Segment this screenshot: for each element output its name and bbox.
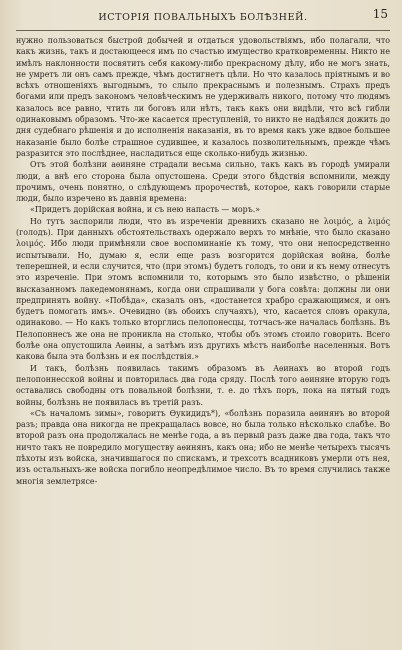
page-header <box>16 6 390 31</box>
body-text <box>16 35 390 487</box>
paragraph-3: Но тутъ заспорили люди, что въ изреченіи древнихъ сказано не λοιμός, а λιμός (голодъ). При данныхъ обстоятельствахъ одержало верхъ то мнѣніе, что было сказано λοιμός. Ибо люди примѣняли свое воспоминаніе къ тому, что они непосредственно испытывали. Но, думаю я, если еще разъ возгорится дорійская война, болѣе теперешней, и если случится, что (при этомъ) будетъ голодъ, то они и къ нему отнесутъ это изреченіе. При этомъ вспомнили то, которымъ это было извѣстно, о рѣшеніи высказанномъ лакедемонянамъ, когда они спрашивали у бога совѣта: должны ли они предпринять войну. «Побѣда», сказалъ онъ, «достанется храбро сражающимся, и онъ будетъ помогать имъ». Очевидно (въ обоихъ случаяхъ), что, касается словъ оракула, одинаково. — Но какъ только вторглись пелопонесцы, тотчасъ-же началась болѣзнь. Въ Пелопоннесъ же она не проникла на столько, чтобы объ этомъ стоило говорить. Всего болѣе она опустошила Аѳины, а затѣмъ изъ другихъ мѣстъ наиболѣе населенныя. Вотъ какова была эта болѣзнь и ея послѣдствія.» <box>16 216 390 362</box>
paragraph-2: Отъ этой болѣзни аѳиняне страдали весьма сильно, такъ какъ въ городѣ умирали люди, а внѣ его сторона была опустошена. Среди этого бѣдствія вспомнили, между прочимъ, очень понятно, о слѣдующемъ пророчествѣ, которое, какъ говорили старые люди, было изречено въ давнія времена: <box>16 160 390 204</box>
paragraph-5: «Съ началомъ зимы», говоритъ Ѳукидидъ*), «болѣзнь поразила аѳинянъ во второй разъ; правда она никогда не прекращалась вовсе, но была только нѣсколько слабѣе. Во второй разъ она продолжалась не менѣе года, а въ первый разъ даже два года, такъ что ничто такъ не повредило могуществу аѳинянъ, какъ она; ибо не менѣе четырехъ тысячъ пѣхоты изъ войска, значившагося по спискамъ, и трехсотъ всадниковъ умерли отъ нея, изъ остальныхъ-же войска погибло неопредѣлимое число. Въ то время случились также многія землетрясе- <box>16 408 390 486</box>
paragraph-1: нужно пользоваться быстрой добычей и отдаться удовольствіямъ, ибо полагали, что какъ жизнь, такъ и достающееся имъ по счастью имущество кратковременны. Никто не имѣлъ наклонности посвятить себя какому-либо прекрасному дѣлу, ибо не могъ знать, не умретъ ли онъ самъ прежде, чѣмъ достигнетъ цѣли. Но что казалось пріятнымъ и во всѣхъ отношеніяхъ выгоднымъ, то слыло прекраснымъ и полезнымъ. Страхъ предъ богами или предъ закономъ человѣческимъ не удерживалъ никого, потому что людямъ казалось все равно, чтить ли боговъ или нѣтъ, такъ какъ они видѣли, что всѣ гибли одинаковымъ образомъ. Что-же касается преступленій, то никто не надѣялся дожить до дня судебнаго рѣшенія и до исполненія наказанія, въ то время какъ уже вдвое большее наказаніе было болѣе страшное судившее, и казалось позволительнымъ, прежде чѣмъ разразится это послѣднее, насладиться еще сколько-нибудь жизнью. <box>16 36 390 158</box>
running-title: ИСТОРІЯ ПОВАЛЬНЫХЪ БОЛѢЗНЕЙ. <box>98 12 308 23</box>
paragraph-4: И такъ, болѣзнь появилась такимъ образомъ въ Аѳинахъ во второй годъ пелопоннесской войны и повторилась два года сряду. Послѣ того аѳиняне вторую годъ оставались свободны отъ повальной болѣзни, т. е. до тѣхъ поръ, пока на пятый годъ войны, болѣзнь не появилась въ третій разъ. <box>16 363 390 407</box>
page-number: 15 <box>372 7 388 21</box>
quoted-prophecy: «Придетъ дорійская война, и съ нею напасть — моръ.» <box>30 205 261 215</box>
